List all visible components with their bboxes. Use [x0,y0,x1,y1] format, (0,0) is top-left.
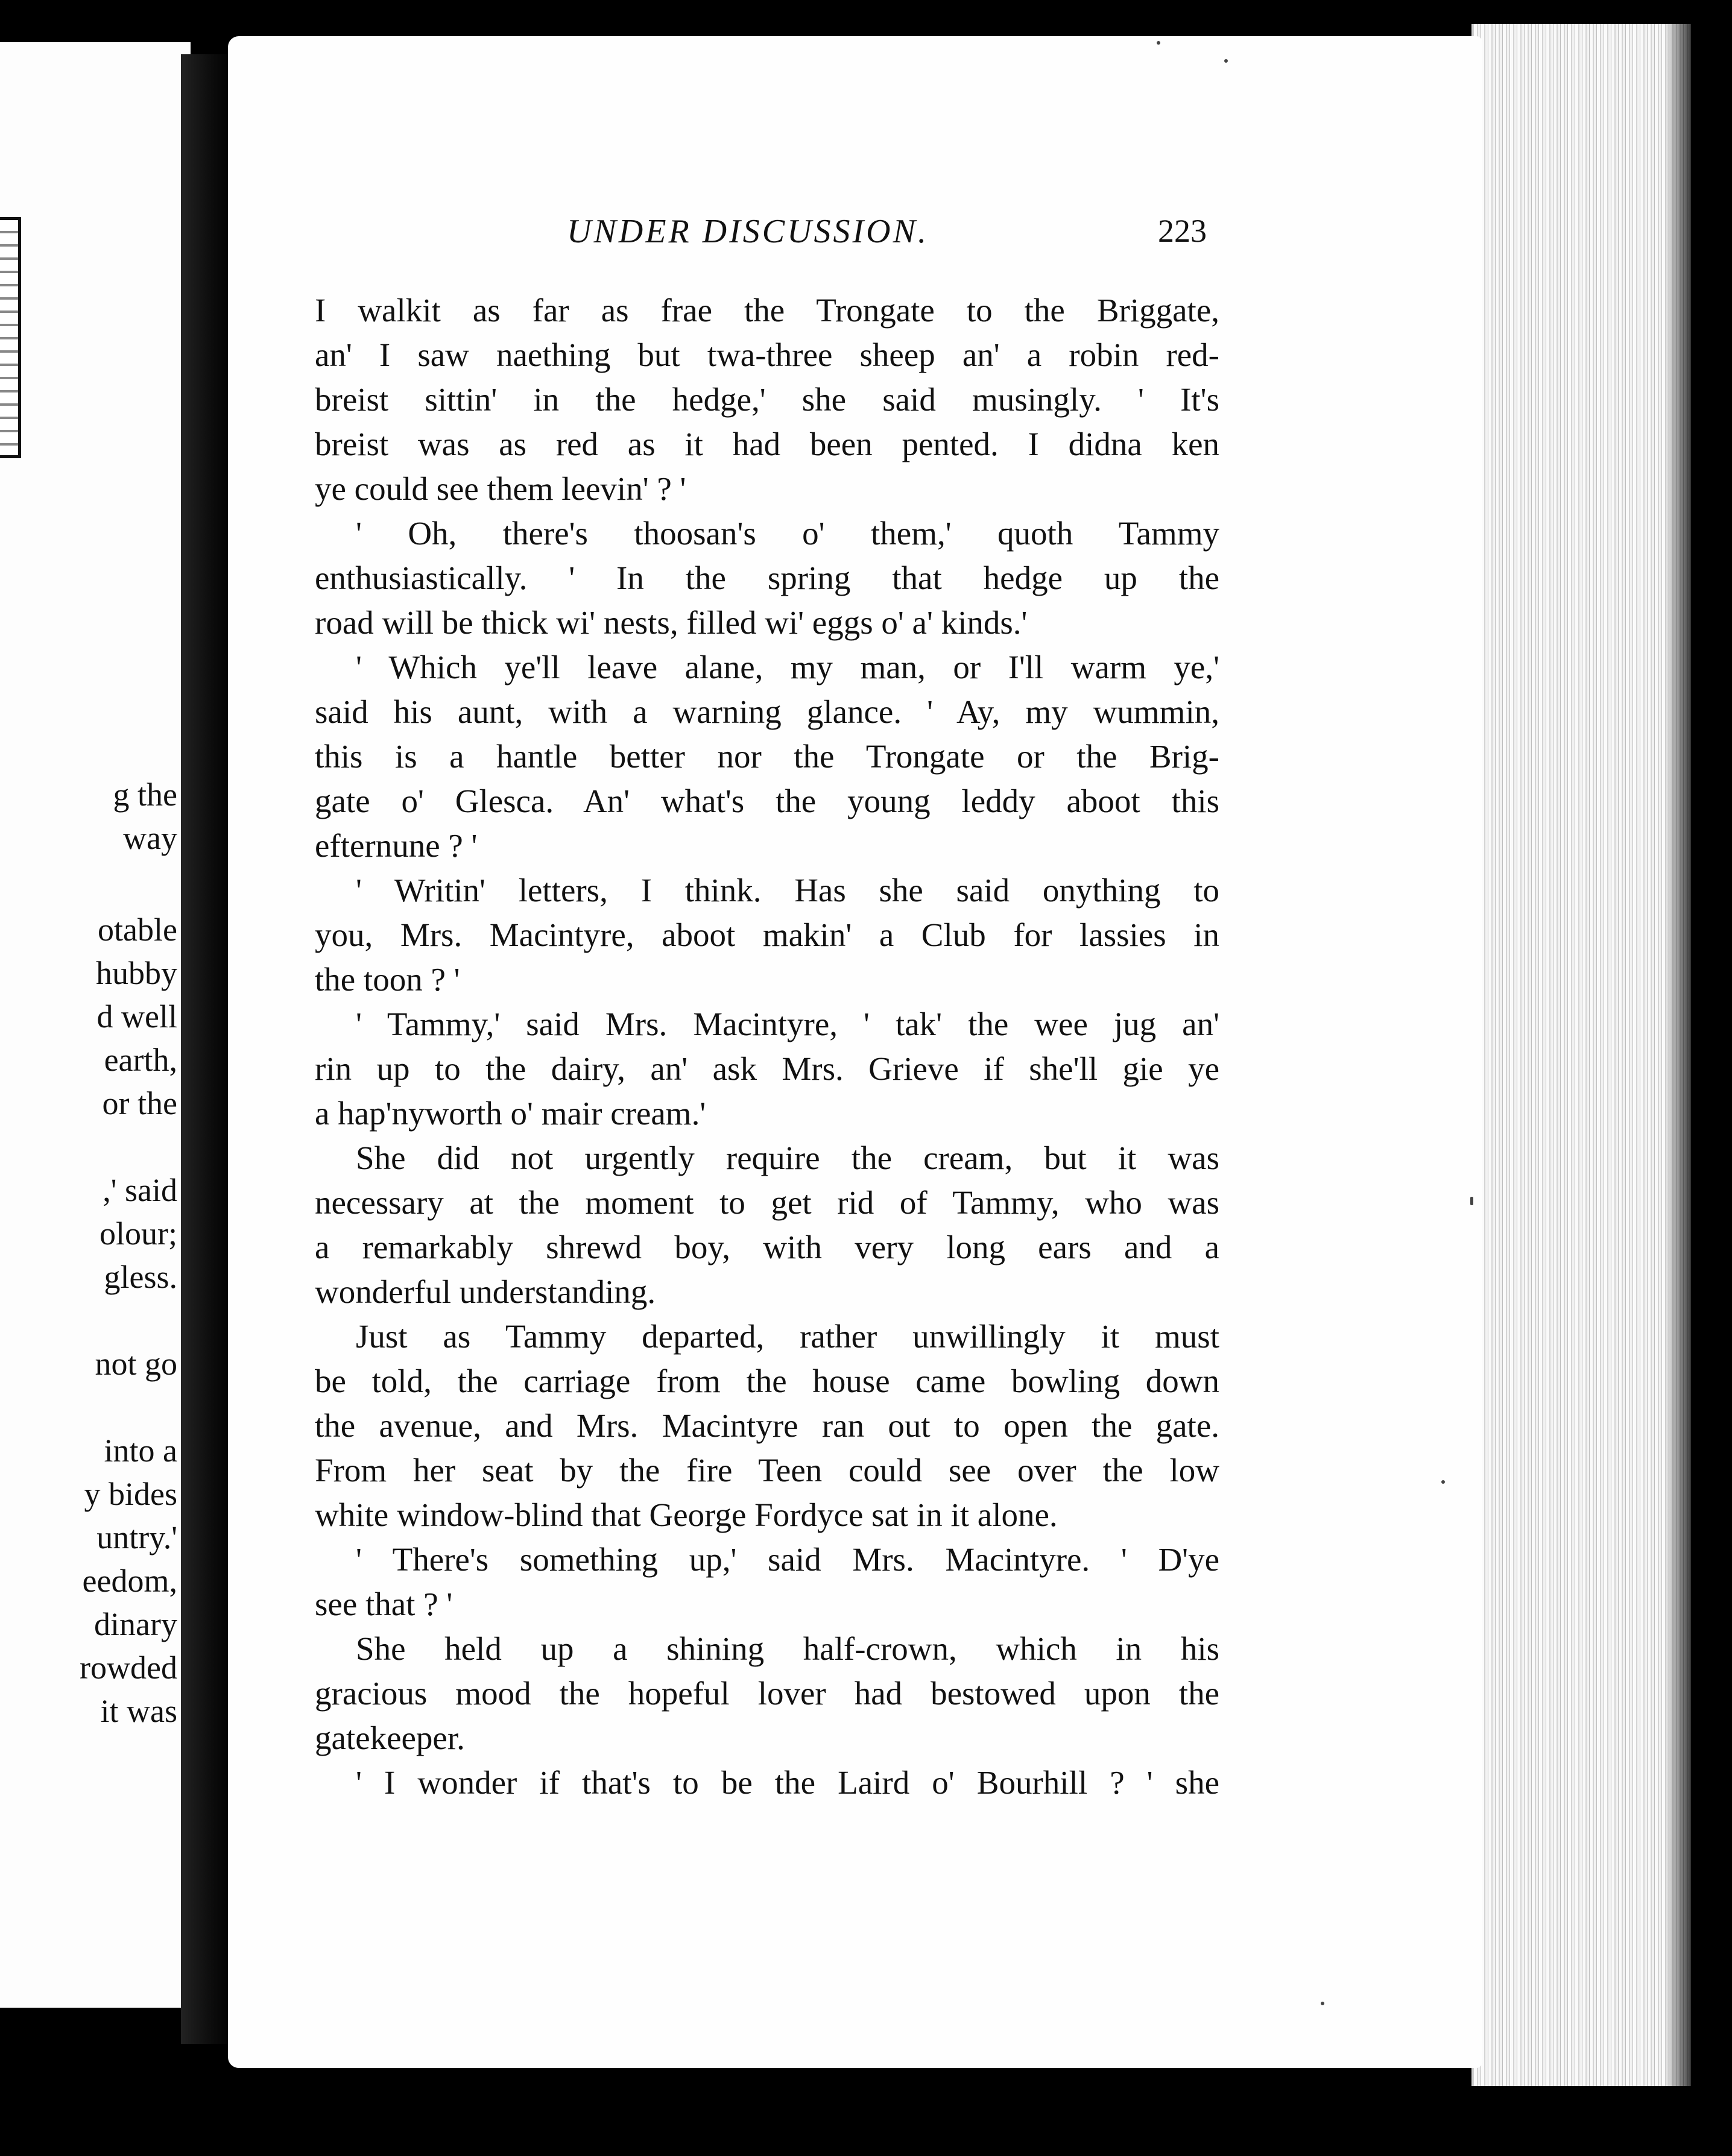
running-header-title: UNDER DISCUSSION. [567,213,929,250]
text-line: breist sittin' in the hedge,' she said musingly. ' It's [315,381,1219,418]
facing-page-line: untry.' [96,1519,177,1556]
text-line: ye could see them leevin' ? ' [315,470,686,507]
text-line: necessary at the moment to get rid of Tammy, who was [315,1184,1219,1221]
text-line: see that ? ' [315,1586,453,1622]
facing-page-line: y bides [84,1476,177,1512]
text-line: She held up a shining half-crown, which in his [356,1630,1219,1667]
scan-speck [1224,59,1228,63]
facing-page-line: rowded [80,1650,177,1686]
page-number: 223 [1158,213,1207,249]
facing-page-illustration-edge [0,217,21,458]
text-line: breist was as red as it had been pented. I didna ken [315,426,1219,462]
facing-page-line: dinary [94,1606,177,1642]
facing-page-line: way [123,820,177,856]
scan-speck [1441,1480,1445,1484]
text-line: gracious mood the hopeful lover had bestowed upon the [315,1675,1219,1712]
facing-page-line: eedom, [82,1563,177,1599]
page-fore-edge-shadow [1664,24,1695,2086]
text-line: the toon ? ' [315,961,460,998]
text-line: rin up to the dairy, an' ask Mrs. Grieve if she'll gie ye [315,1050,1219,1087]
facing-page-line: d well [96,998,177,1035]
facing-page-line: otable [98,912,177,948]
facing-page-line: hubby [96,955,177,991]
facing-page-line: not go [95,1346,177,1382]
facing-page-line: or the [102,1085,177,1121]
text-line: you, Mrs. Macintyre, aboot makin' a Club for lassies in [315,916,1219,953]
text-line: road will be thick wi' nests, filled wi' eggs o' a' kinds.' [315,604,1028,641]
text-line: I walkit as far as frae the Trongate to the Briggate, [315,292,1219,329]
text-line: an' I saw naething but twa-three sheep an' a robin red- [315,336,1219,373]
text-line: ' I wonder if that's to be the Laird o' Bourhill ? ' she [356,1764,1219,1801]
text-line: efternune ? ' [315,827,478,864]
text-line: gatekeeper. [315,1719,465,1756]
text-line: wonderful understanding. [315,1273,656,1310]
text-line: Just as Tammy departed, rather unwillingly it must [356,1318,1219,1355]
text-line: From her seat by the fire Teen could see over the low [315,1452,1219,1489]
text-line: be told, the carriage from the house came bowling down [315,1363,1219,1399]
scan-speck [1321,2002,1324,2005]
scan-speck [1157,41,1160,45]
text-line: She did not urgently require the cream, but it was [356,1139,1219,1176]
facing-page-line: gless. [104,1259,177,1295]
text-line: white window-blind that George Fordyce sat in it alone. [315,1496,1058,1533]
page-fore-edge [1471,24,1691,2086]
text-line: the avenue, and Mrs. Macintyre ran out to open the gate. [315,1407,1219,1444]
text-line: ' Which ye'll leave alane, my man, or I'll warm ye,' [356,649,1219,686]
scan-speck [1470,1197,1473,1205]
facing-page-line: ,' said [103,1172,177,1208]
facing-page-line: g the [113,777,177,813]
facing-page-line: it was [100,1693,177,1729]
text-line: gate o' Glesca. An' what's the young leddy aboot this [315,783,1219,819]
facing-page-line: into a [104,1433,177,1469]
body-text [315,288,1219,1805]
text-line: ' Tammy,' said Mrs. Macintyre, ' tak' the wee jug an' [356,1006,1219,1042]
text-line: this is a hantle better nor the Trongate or the Brig- [315,738,1219,775]
facing-page-line: olour; [100,1215,177,1252]
text-line: a hap'nyworth o' mair cream.' [315,1095,706,1132]
facing-page [0,42,191,2008]
text-line: said his aunt, with a warning glance. ' Ay, my wummin, [315,693,1219,730]
facing-page-line: earth, [104,1042,177,1078]
text-line: enthusiastically. ' In the spring that hedge up the [315,559,1219,596]
text-line: a remarkably shrewd boy, with very long ears and a [315,1229,1219,1266]
text-line: ' There's something up,' said Mrs. Macintyre. ' D'ye [356,1541,1219,1578]
text-line: ' Writin' letters, I think. Has she said onything to [356,872,1219,909]
book-gutter [181,54,235,2044]
text-line: ' Oh, there's thoosan's o' them,' quoth Tammy [356,515,1219,552]
